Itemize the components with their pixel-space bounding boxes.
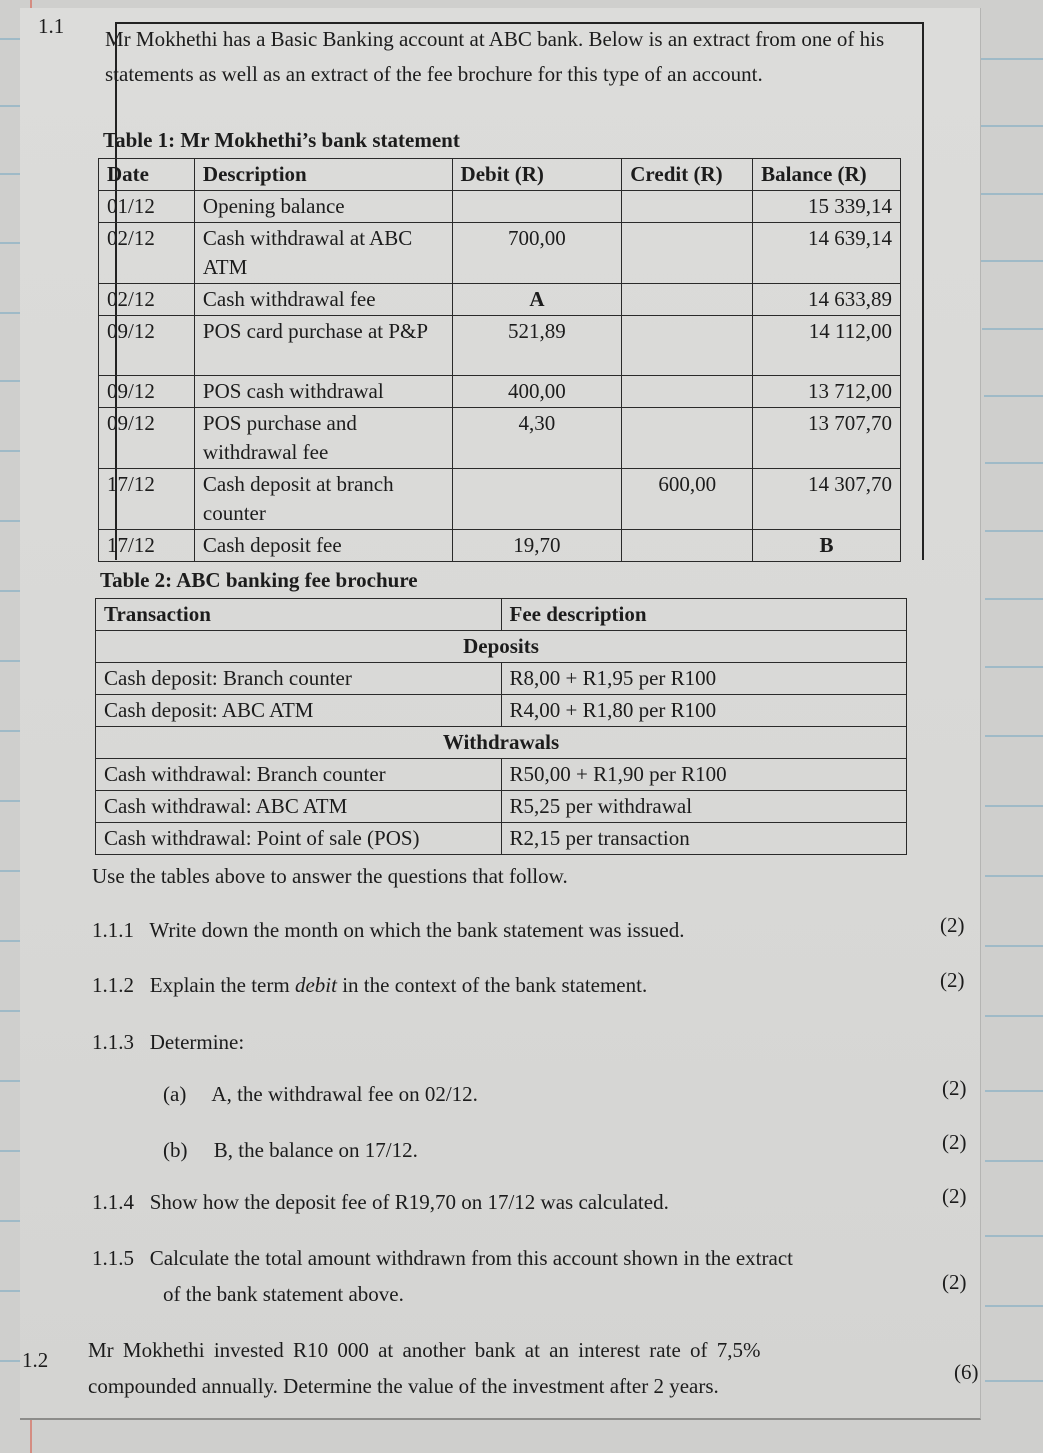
question-number-1-2: 1.2: [22, 1348, 49, 1372]
section-row-withdrawals: [96, 727, 907, 759]
cell-balance: 13 707,70: [753, 408, 901, 469]
question-text: Calculate the total amount withdrawn from this account shown in the extract: [149, 1246, 793, 1270]
cell-description: POS card purchase at P&P: [194, 316, 452, 376]
table-row: [99, 316, 901, 376]
cell-debit: 700,00: [452, 223, 622, 284]
table-row: [96, 695, 907, 727]
cell-balance: 14 633,89: [753, 284, 901, 316]
question-text: in the context of the bank statement.: [336, 973, 648, 997]
header-description: Description: [194, 159, 452, 191]
cell-date: 17/12: [99, 530, 195, 562]
table-row: [99, 530, 901, 562]
question-number-1-1: 1.1: [38, 14, 65, 38]
table-row: [99, 191, 901, 223]
cell-balance: 14 112,00: [753, 316, 901, 376]
marks: (2): [942, 1270, 967, 1294]
question-number: (a): [163, 1082, 187, 1106]
table-row: [99, 408, 901, 469]
question-1-1-5-line2: of the bank statement above.: [163, 1282, 404, 1306]
cell-transaction: Cash withdrawal: ABC ATM: [96, 791, 502, 823]
cell-credit: [622, 316, 753, 376]
question-1-1-3-a: [163, 1082, 478, 1107]
question-text: A, the withdrawal fee on 02/12.: [211, 1082, 478, 1106]
cell-credit: [622, 376, 753, 408]
marks: (2): [942, 1130, 967, 1154]
question-1-2-line1: Mr Mokhethi invested R10 000 at another bank at an interest rate of 7,5%: [88, 1338, 761, 1362]
question-text: Determine:: [149, 1030, 245, 1054]
table1-title: Table 1: Mr Mokhethi’s bank statement: [103, 128, 460, 152]
header-date: Date: [99, 159, 195, 191]
cell-fee: R8,00 + R1,95 per R100: [501, 663, 907, 695]
table-row: [96, 663, 907, 695]
instructions-text: Use the tables above to answer the questions that follow.: [92, 864, 568, 888]
cell-transaction: Cash deposit: Branch counter: [96, 663, 502, 695]
marks: (2): [942, 1076, 967, 1100]
header-fee-description: Fee description: [501, 599, 907, 631]
cell-date: 01/12: [99, 191, 195, 223]
question-term-italic: debit: [294, 973, 337, 997]
cell-credit: [622, 530, 753, 562]
table2-title: Table 2: ABC banking fee brochure: [100, 568, 418, 592]
cell-balance-unknown-b: B: [753, 530, 901, 562]
cell-description: POS purchase and withdrawal fee: [194, 408, 452, 469]
cell-debit: 521,89: [452, 316, 622, 376]
question-1-1-3: [92, 1030, 244, 1055]
cell-balance: 15 339,14: [753, 191, 901, 223]
header-balance: Balance (R): [753, 159, 901, 191]
cell-fee: R50,00 + R1,90 per R100: [501, 759, 907, 791]
cell-description: Cash deposit fee: [194, 530, 452, 562]
cell-date: 09/12: [99, 316, 195, 376]
marks: (2): [942, 1184, 967, 1208]
cell-description: POS cash withdrawal: [194, 376, 452, 408]
question-1-1-2: [92, 973, 647, 998]
table-row: [99, 223, 901, 284]
cell-date: 17/12: [99, 469, 195, 530]
question-number: 1.1.4: [92, 1190, 134, 1214]
bank-statement-table: [98, 158, 901, 562]
marks: (6): [954, 1360, 979, 1384]
cell-transaction: Cash withdrawal: Branch counter: [96, 759, 502, 791]
cell-credit: [622, 191, 753, 223]
section-label: Deposits: [96, 631, 907, 663]
cell-debit-unknown-a: A: [452, 284, 622, 316]
question-1-2-line2: compounded annually. Determine the value of the investment after 2 years.: [88, 1374, 719, 1398]
table-row: [99, 376, 901, 408]
cell-balance: 14 307,70: [753, 469, 901, 530]
cell-date: 09/12: [99, 408, 195, 469]
cell-fee: R5,25 per withdrawal: [501, 791, 907, 823]
table-row: [99, 284, 901, 316]
table-row: [96, 759, 907, 791]
header-transaction: Transaction: [96, 599, 502, 631]
cell-credit: [622, 223, 753, 284]
section-row-deposits: [96, 631, 907, 663]
cell-description: Cash withdrawal at ABC ATM: [194, 223, 452, 284]
table-row: [96, 823, 907, 855]
header-credit: Credit (R): [622, 159, 753, 191]
cell-fee: R4,00 + R1,80 per R100: [501, 695, 907, 727]
question-1-1-5: [92, 1246, 793, 1271]
question-text: Explain the term: [149, 973, 295, 997]
cell-credit: [622, 408, 753, 469]
cell-transaction: Cash withdrawal: Point of sale (POS): [96, 823, 502, 855]
table-header-row: [96, 599, 907, 631]
question-number: 1.1.5: [92, 1246, 134, 1270]
cell-date: 02/12: [99, 223, 195, 284]
fee-brochure-table: [95, 598, 907, 855]
cell-fee: R2,15 per transaction: [501, 823, 907, 855]
cell-description: Cash deposit at branch counter: [194, 469, 452, 530]
cell-balance: 13 712,00: [753, 376, 901, 408]
table-row: [99, 469, 901, 530]
cell-description: Cash withdrawal fee: [194, 284, 452, 316]
marks: (2): [940, 968, 965, 992]
question-text: B, the balance on 17/12.: [213, 1138, 418, 1162]
cell-date: 09/12: [99, 376, 195, 408]
question-text: Write down the month on which the bank statement was issued.: [149, 918, 685, 942]
table-header-row: [99, 159, 901, 191]
cell-credit: 600,00: [622, 469, 753, 530]
question-text: Show how the deposit fee of R19,70 on 17/12 was calculated.: [149, 1190, 669, 1214]
cell-date: 02/12: [99, 284, 195, 316]
question-number: 1.1.3: [92, 1030, 134, 1054]
cell-debit: [452, 469, 622, 530]
question-1-1-4: [92, 1190, 669, 1215]
question-1-1-3-b: [163, 1138, 418, 1163]
cell-credit: [622, 284, 753, 316]
question-number: 1.1.1: [92, 918, 134, 942]
question-number: 1.1.2: [92, 973, 134, 997]
cell-transaction: Cash deposit: ABC ATM: [96, 695, 502, 727]
question-1-1-intro: Mr Mokhethi has a Basic Banking account at ABC bank. Below is an extract from one of his statements as well as an extract of the fee brochure for this type of an account.: [105, 27, 885, 86]
cell-debit: [452, 191, 622, 223]
cell-debit: 4,30: [452, 408, 622, 469]
section-label: Withdrawals: [96, 727, 907, 759]
question-number: (b): [163, 1138, 188, 1162]
question-1-1-1: [92, 918, 685, 943]
exam-sheet: [20, 8, 981, 1420]
cell-balance: 14 639,14: [753, 223, 901, 284]
marks: (2): [940, 913, 965, 937]
cell-description: Opening balance: [194, 191, 452, 223]
header-debit: Debit (R): [452, 159, 622, 191]
cell-debit: 400,00: [452, 376, 622, 408]
table-row: [96, 791, 907, 823]
cell-debit: 19,70: [452, 530, 622, 562]
